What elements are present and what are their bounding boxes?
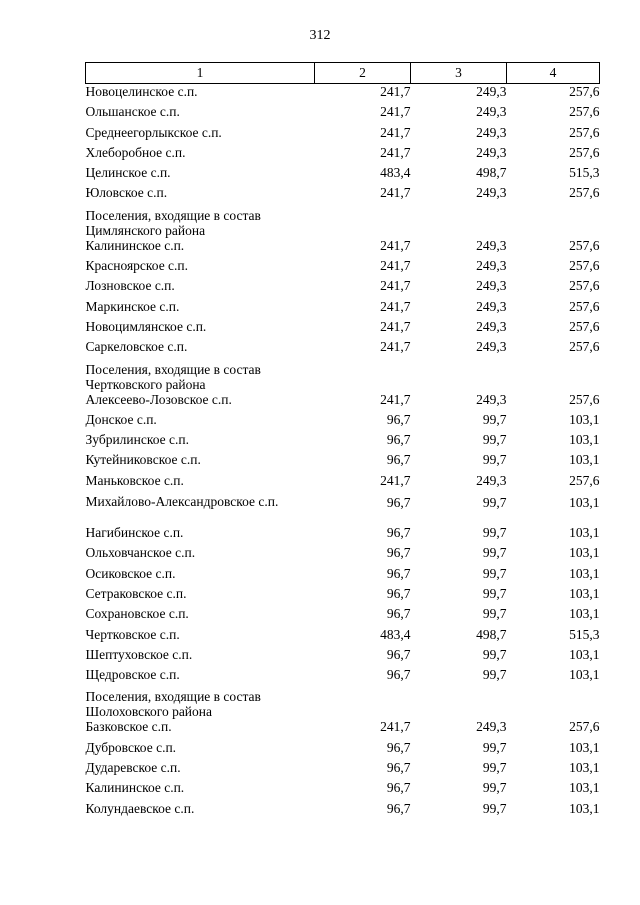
- empty-cell: [507, 687, 600, 719]
- value-col-2: 241,7: [380, 298, 411, 314]
- settlement-name: Лозновское с.п.: [85, 278, 175, 294]
- empty-cell: [411, 206, 507, 238]
- settlement-name: Сетраковское с.п.: [85, 585, 187, 601]
- value-col-3: 99,7: [482, 452, 507, 468]
- settlement-name: Калининское с.п.: [85, 237, 185, 253]
- group-heading: Поселения, входящие в состав Шолоховского района: [85, 689, 261, 720]
- value-col-2: 96,7: [386, 525, 411, 541]
- value-col-3: 99,7: [482, 432, 507, 448]
- value-col-2: 96,7: [386, 545, 411, 561]
- table-row: [86, 627, 600, 647]
- value-col-2: 96,7: [386, 780, 411, 796]
- settlement-name: Чертковское с.п.: [85, 626, 180, 642]
- value-col-2: 241,7: [380, 104, 411, 120]
- empty-cell: [507, 360, 600, 392]
- table-row: [86, 339, 600, 359]
- value-col-4: 103,1: [569, 525, 600, 541]
- table-row: [86, 84, 600, 105]
- data-table: [85, 62, 600, 821]
- value-col-3: 99,7: [482, 646, 507, 662]
- value-col-4: 257,6: [569, 84, 600, 99]
- settlement-name: Хлеборобное с.п.: [85, 144, 186, 160]
- table-row: [86, 740, 600, 760]
- table-row: [86, 586, 600, 606]
- value-col-3: 99,7: [482, 780, 507, 796]
- value-col-4: 257,6: [569, 144, 600, 160]
- empty-cell: [411, 360, 507, 392]
- value-col-3: 249,3: [476, 237, 507, 253]
- value-col-4: 103,1: [569, 452, 600, 468]
- value-col-4: 103,1: [569, 565, 600, 581]
- value-col-2: 96,7: [386, 760, 411, 776]
- group-heading-row: [86, 687, 600, 719]
- value-col-4: 103,1: [569, 585, 600, 601]
- settlement-name: Целинское с.п.: [85, 165, 171, 181]
- value-col-4: 103,1: [569, 800, 600, 816]
- value-col-3: 249,3: [476, 339, 507, 355]
- value-col-2: 241,7: [380, 84, 411, 99]
- value-col-3: 99,7: [482, 495, 507, 511]
- value-col-3: 249,3: [476, 472, 507, 488]
- value-col-4: 257,6: [569, 104, 600, 120]
- settlement-name: Шептуховское с.п.: [85, 646, 193, 662]
- settlement-name: Ольховчанское с.п.: [85, 545, 196, 561]
- empty-cell: [315, 360, 411, 392]
- settlement-name: Щедровское с.п.: [85, 667, 180, 683]
- settlement-name: Новоцелинское с.п.: [85, 84, 198, 99]
- value-col-4: 257,6: [569, 719, 600, 735]
- table-row: [86, 238, 600, 258]
- table-row: [86, 258, 600, 278]
- value-col-2: 96,7: [386, 606, 411, 622]
- value-col-3: 249,3: [476, 391, 507, 407]
- value-col-3: 249,3: [476, 104, 507, 120]
- table-row: [86, 647, 600, 667]
- value-col-3: 99,7: [482, 606, 507, 622]
- value-col-4: 257,6: [569, 124, 600, 140]
- value-col-3: 99,7: [482, 411, 507, 427]
- value-col-3: 99,7: [482, 585, 507, 601]
- value-col-4: 257,6: [569, 258, 600, 274]
- value-col-4: 103,1: [569, 646, 600, 662]
- empty-cell: [315, 206, 411, 238]
- value-col-2: 241,7: [380, 258, 411, 274]
- value-col-3: 99,7: [482, 565, 507, 581]
- table-row: [86, 667, 600, 687]
- settlement-name: Осиковское с.п.: [85, 565, 176, 581]
- value-col-2: 241,7: [380, 472, 411, 488]
- value-col-3: 249,3: [476, 278, 507, 294]
- value-col-4: 257,6: [569, 237, 600, 253]
- value-col-3: 249,3: [476, 185, 507, 201]
- value-col-2: 96,7: [386, 452, 411, 468]
- value-col-4: 103,1: [569, 606, 600, 622]
- settlement-name: Алексеево-Лозовское с.п.: [85, 391, 232, 407]
- value-col-2: 96,7: [386, 565, 411, 581]
- header-col-2: 2: [315, 63, 411, 84]
- settlement-name: Дубровское с.п.: [85, 739, 177, 755]
- value-col-2: 241,7: [380, 278, 411, 294]
- value-col-4: 257,6: [569, 298, 600, 314]
- table-row: [86, 165, 600, 185]
- table-body: [86, 84, 600, 821]
- table-row: [86, 452, 600, 472]
- settlement-name: Новоцимлянское с.п.: [85, 318, 207, 334]
- table-row: [86, 545, 600, 565]
- value-col-4: 257,6: [569, 339, 600, 355]
- table-row: [86, 760, 600, 780]
- value-col-2: 241,7: [380, 185, 411, 201]
- group-heading: Поселения, входящие в состав Чертковского района: [85, 361, 261, 392]
- value-col-3: 249,3: [476, 318, 507, 334]
- value-col-2: 483,4: [380, 165, 411, 181]
- value-col-4: 257,6: [569, 185, 600, 201]
- value-col-3: 99,7: [482, 800, 507, 816]
- table-row: [86, 392, 600, 412]
- settlement-name: Михайлово-Александровское с.п.: [85, 494, 279, 510]
- table-row: [86, 473, 600, 493]
- page-number: 312: [309, 28, 331, 43]
- value-col-2: 96,7: [386, 585, 411, 601]
- table-row: [86, 185, 600, 205]
- settlement-name: Зубрилинское с.п.: [85, 432, 189, 448]
- value-col-3: 249,3: [476, 124, 507, 140]
- settlement-name: Маньковское с.п.: [85, 472, 184, 488]
- table-row: [86, 104, 600, 124]
- table-row: [86, 801, 600, 821]
- value-col-3: 99,7: [482, 739, 507, 755]
- empty-cell: [411, 687, 507, 719]
- group-heading-row: [86, 206, 600, 238]
- table-row: [86, 432, 600, 452]
- value-col-4: 103,1: [569, 780, 600, 796]
- value-col-3: 249,3: [476, 298, 507, 314]
- value-col-3: 249,3: [476, 84, 507, 99]
- value-col-3: 99,7: [482, 667, 507, 683]
- table-row: [86, 606, 600, 626]
- settlement-name: Саркеловское с.п.: [85, 339, 188, 355]
- settlement-name: Среднеегорлыкское с.п.: [85, 124, 222, 140]
- table-header: [86, 63, 600, 84]
- settlement-name: Калининское с.п.: [85, 780, 185, 796]
- table-row: [86, 780, 600, 800]
- table-row: [86, 125, 600, 145]
- settlement-name: Сохрановское с.п.: [85, 606, 189, 622]
- value-col-4: 257,6: [569, 278, 600, 294]
- header-col-4: 4: [507, 63, 600, 84]
- value-col-2: 96,7: [386, 411, 411, 427]
- value-col-3: 99,7: [482, 760, 507, 776]
- value-col-2: 241,7: [380, 719, 411, 735]
- settlement-name: Колундаевское с.п.: [85, 800, 195, 816]
- settlement-name: Кутейниковское с.п.: [85, 452, 201, 468]
- value-col-4: 103,1: [569, 545, 600, 561]
- header-col-1: 1: [86, 63, 315, 84]
- value-col-2: 96,7: [386, 432, 411, 448]
- value-col-4: 257,6: [569, 472, 600, 488]
- value-col-2: 96,7: [386, 739, 411, 755]
- value-col-2: 241,7: [380, 318, 411, 334]
- value-col-4: 103,1: [569, 432, 600, 448]
- settlement-name: Дударевское с.п.: [85, 760, 181, 776]
- value-col-3: 498,7: [476, 165, 507, 181]
- settlement-name: Нагибинское с.п.: [85, 525, 184, 541]
- group-heading-row: [86, 360, 600, 392]
- value-col-3: 498,7: [476, 626, 507, 642]
- table-row: [86, 566, 600, 586]
- value-col-2: 241,7: [380, 391, 411, 407]
- value-col-2: 483,4: [380, 626, 411, 642]
- empty-cell: [315, 687, 411, 719]
- value-col-4: 257,6: [569, 391, 600, 407]
- value-col-3: 249,3: [476, 144, 507, 160]
- settlement-name: Донское с.п.: [85, 411, 157, 427]
- value-col-4: 103,1: [569, 739, 600, 755]
- value-col-2: 96,7: [386, 667, 411, 683]
- settlement-name: Красноярское с.п.: [85, 258, 189, 274]
- settlement-name: Базковское с.п.: [85, 719, 172, 735]
- settlement-name: Юловское с.п.: [85, 185, 168, 201]
- value-col-2: 241,7: [380, 144, 411, 160]
- settlement-name: Маркинское с.п.: [85, 298, 180, 314]
- value-col-2: 96,7: [386, 646, 411, 662]
- value-col-3: 249,3: [476, 258, 507, 274]
- value-col-3: 99,7: [482, 525, 507, 541]
- header-col-3: 3: [411, 63, 507, 84]
- table-row: [86, 278, 600, 298]
- header-row: [86, 63, 600, 84]
- value-col-4: 257,6: [569, 318, 600, 334]
- table-row: [86, 719, 600, 739]
- settlement-name: Ольшанское с.п.: [85, 104, 180, 120]
- value-col-3: 99,7: [482, 545, 507, 561]
- table-row: [86, 412, 600, 432]
- table-row: [86, 493, 600, 525]
- table-row: [86, 145, 600, 165]
- table-row: [86, 525, 600, 545]
- empty-cell: [507, 206, 600, 238]
- value-col-3: 249,3: [476, 719, 507, 735]
- value-col-4: 103,1: [569, 495, 600, 511]
- value-col-2: 241,7: [380, 124, 411, 140]
- value-col-4: 103,1: [569, 411, 600, 427]
- value-col-2: 241,7: [380, 237, 411, 253]
- table-row: [86, 299, 600, 319]
- value-col-4: 103,1: [569, 760, 600, 776]
- value-col-4: 515,3: [569, 626, 600, 642]
- group-heading: Поселения, входящие в состав Цимлянского района: [85, 207, 261, 238]
- value-col-4: 103,1: [569, 667, 600, 683]
- table-row: [86, 319, 600, 339]
- value-col-2: 96,7: [386, 495, 411, 511]
- value-col-4: 515,3: [569, 165, 600, 181]
- value-col-2: 96,7: [386, 800, 411, 816]
- value-col-2: 241,7: [380, 339, 411, 355]
